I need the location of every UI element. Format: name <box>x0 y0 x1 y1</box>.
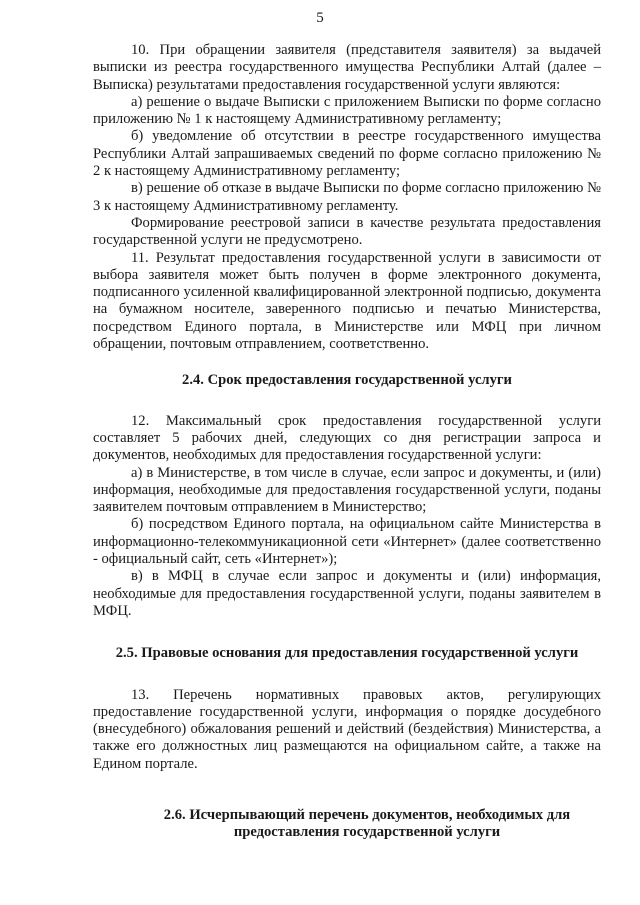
page-number: 5 <box>316 10 324 26</box>
paragraph-12-c: в) в МФЦ в случае если запрос и документы и (или) информация, необходимые для предоставления государственной услуги, поданы заявителем в МФЦ. <box>93 568 601 619</box>
paragraph-10-a: а) решение о выдаче Выписки с приложением Выписки по форме согласно приложению № 1 к настоящему Административному регламенту; <box>93 93 601 128</box>
paragraph-registry-note: Формирование реестровой записи в качестве результата предоставления государственной услуги не предусмотрено. <box>93 214 601 249</box>
paragraph-10-b: б) уведомление об отсутствии в реестре государственного имущества Республики Алтай запрашиваемых сведений по форме согласно приложению № 2 к настоящему Административному регламенту; <box>93 128 601 180</box>
paragraph-13: 13. Перечень нормативных правовых актов, регулирующих предоставление государственной услуги, информация о порядке досудебного (внесудебного) обжалования решений и действий (бездействия) Министерства, а также его должностных лиц размещаются на официальном сайте, а также на Едином портале. <box>93 686 601 772</box>
paragraph-12: 12. Максимальный срок предоставления государственной услуги составляет 5 рабочих дней, следующих со дня регистрации запроса и документов, необходимых для предоставления государственной услуги: <box>93 412 601 464</box>
section-heading-2-4: 2.4. Срок предоставления государственной услуги <box>182 372 512 389</box>
paragraph-10: 10. При обращении заявителя (представителя заявителя) за выдачей выписки из реестра государственного имущества Республики Алтай (далее – Выписка) результатами предоставления государственной услуги являются: <box>93 42 601 93</box>
paragraph-10-c: в) решение об отказе в выдаче Выписки по форме согласно приложению № 3 к настоящему Административному регламенту. <box>93 180 601 214</box>
section-heading-2-6: 2.6. Исчерпывающий перечень документов, необходимых для предоставления государственной услуги <box>163 806 571 841</box>
paragraph-12-b: б) посредством Единого портала, на официальном сайте Министерства в информационно-телекоммуникационной сети «Интернет» (далее соответственно - официальный сайт, сеть «Интернет»); <box>93 516 601 568</box>
page-content <box>93 42 601 842</box>
section-heading-2-5: 2.5. Правовые основания для предоставления государственной услуги <box>115 645 579 662</box>
paragraph-12-a: а) в Министерстве, в том числе в случае, если запрос и документы, и (или) информация, необходимые для предоставления государственной услуги, поданы заявителем почтовым отправлением в Министерство; <box>93 464 601 516</box>
paragraph-11: 11. Результат предоставления государственной услуги в зависимости от выбора заявителя может быть получен в форме электронного документа, подписанного усиленной квалифицированной электронной подписью, документа на бумажном носителе, заверенного подписью и печатью Министерства, посредством Единого портала, в Министерстве или МФЦ при личном обращении, почтовым отправлением, соответственно. <box>93 249 601 353</box>
